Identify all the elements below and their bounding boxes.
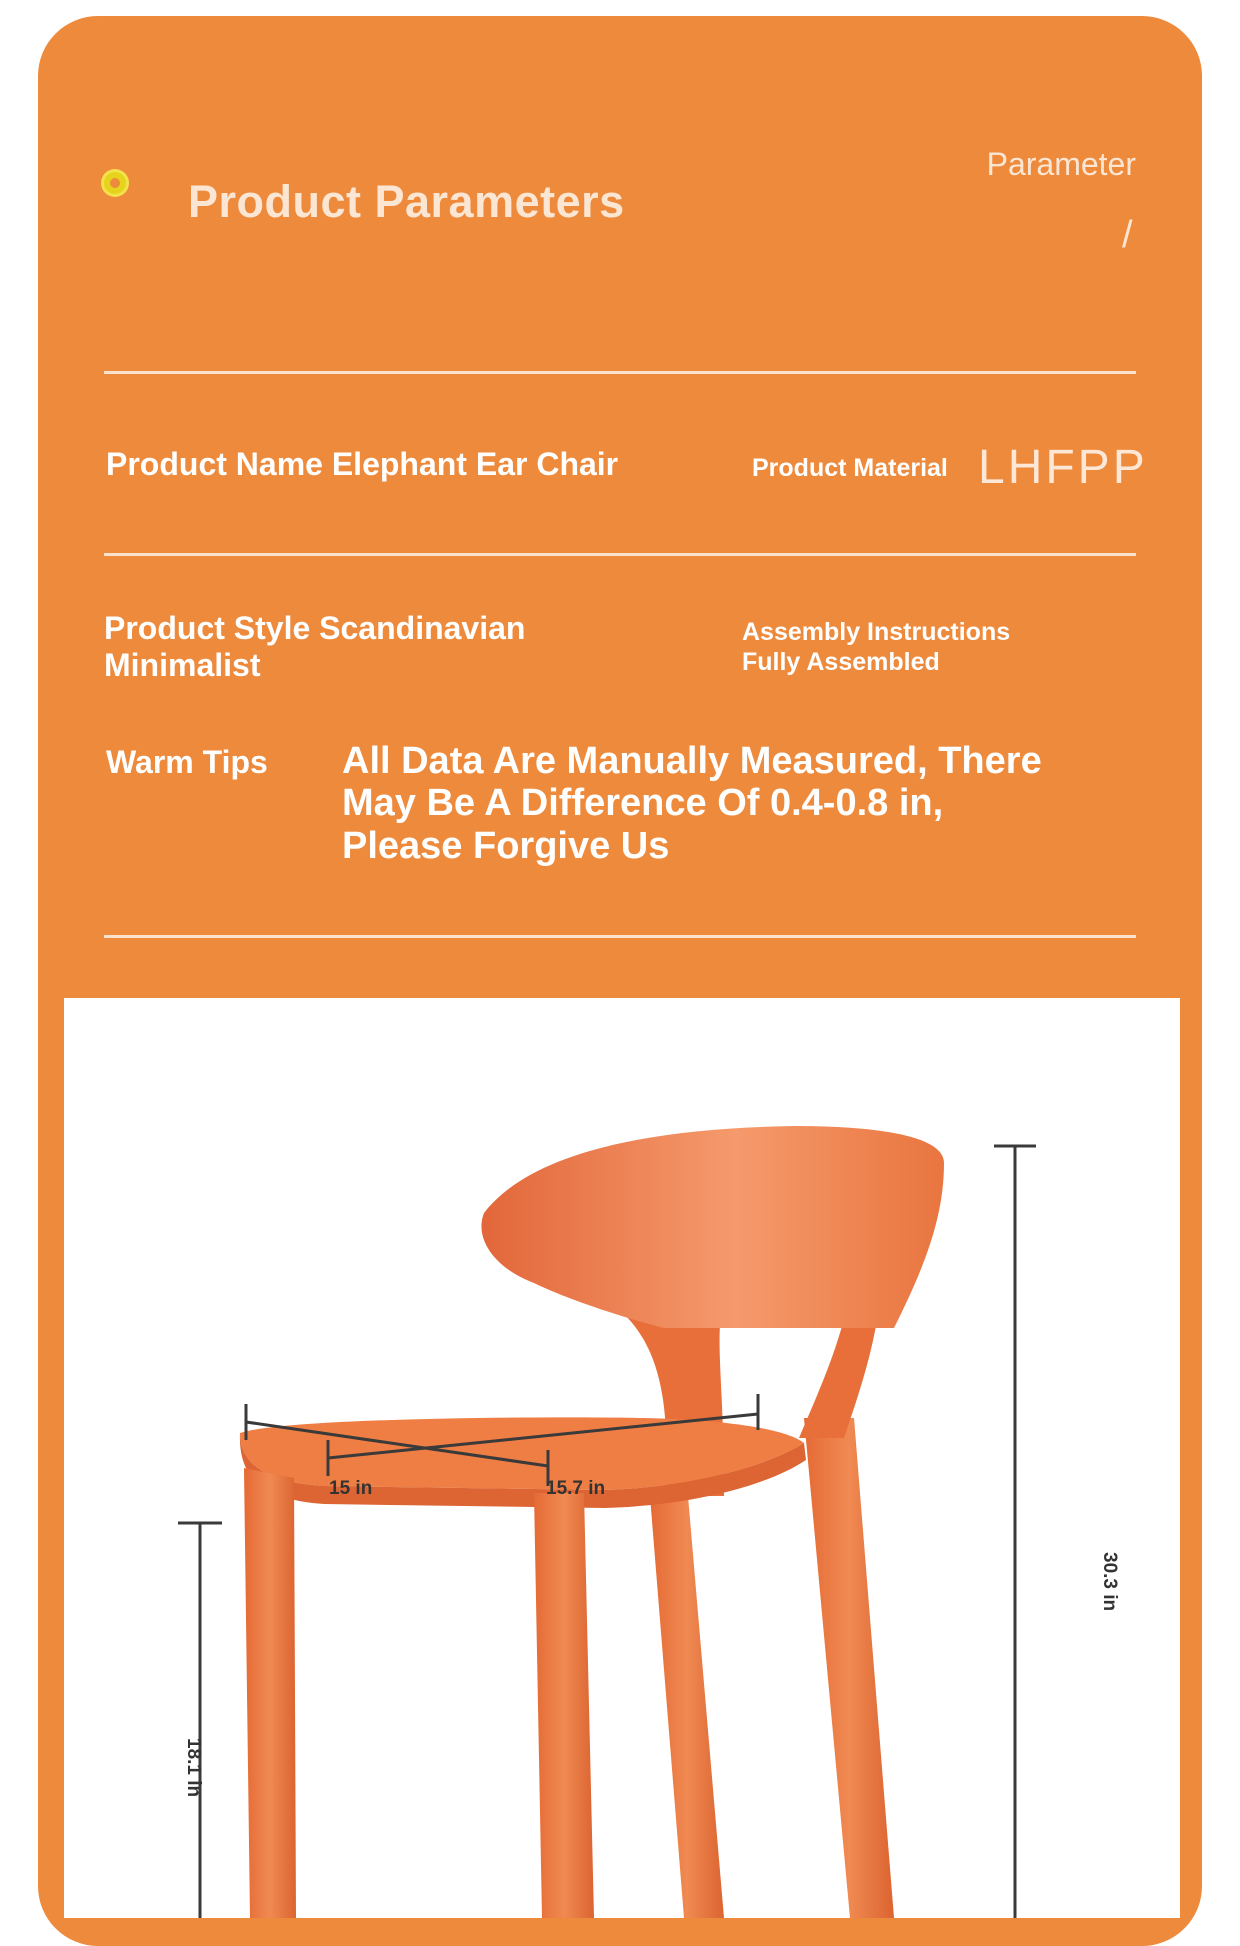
bullet-dot-icon — [104, 172, 126, 194]
seat-height-label: 18.1 in — [183, 1738, 204, 1798]
chair-front-leg — [534, 1493, 594, 1918]
divider — [104, 371, 1136, 374]
seat-depth-label: 15 in — [329, 1478, 373, 1499]
product-material-label: Product Material — [752, 454, 948, 482]
chair-front-leg — [244, 1468, 296, 1918]
assembly-line2: Fully Assembled — [742, 648, 940, 676]
chair-illustration — [64, 998, 1180, 1918]
warm-tips-line2: May Be A Difference Of 0.4-0.8 in, — [342, 782, 944, 824]
total-height-label: 30.3 in — [1099, 1552, 1120, 1612]
assembly-line1: Assembly Instructions — [742, 618, 1011, 646]
product-style-line1: Product Style Scandinavian — [104, 610, 526, 646]
divider — [104, 935, 1136, 938]
product-name: Product Name Elephant Ear Chair — [106, 446, 619, 482]
warm-tips-label: Warm Tips — [106, 744, 268, 780]
seat-width-label: 15.7 in — [546, 1478, 606, 1499]
page-title: Product Parameters — [188, 176, 625, 227]
product-material-value: LHFPP — [978, 441, 1148, 494]
chair-back-leg — [804, 1418, 894, 1918]
chair-photo — [64, 998, 1180, 1918]
warm-tips-line1: All Data Are Manually Measured, There — [342, 740, 1042, 782]
product-style-line2: Minimalist — [104, 647, 261, 683]
divider — [104, 553, 1136, 556]
chair-backrest — [481, 1126, 944, 1328]
chair-back-leg — [650, 1496, 724, 1918]
slash-mark: / — [1122, 214, 1133, 256]
warm-tips-line3: Please Forgive Us — [342, 825, 670, 867]
parameter-label: Parameter — [986, 146, 1136, 182]
